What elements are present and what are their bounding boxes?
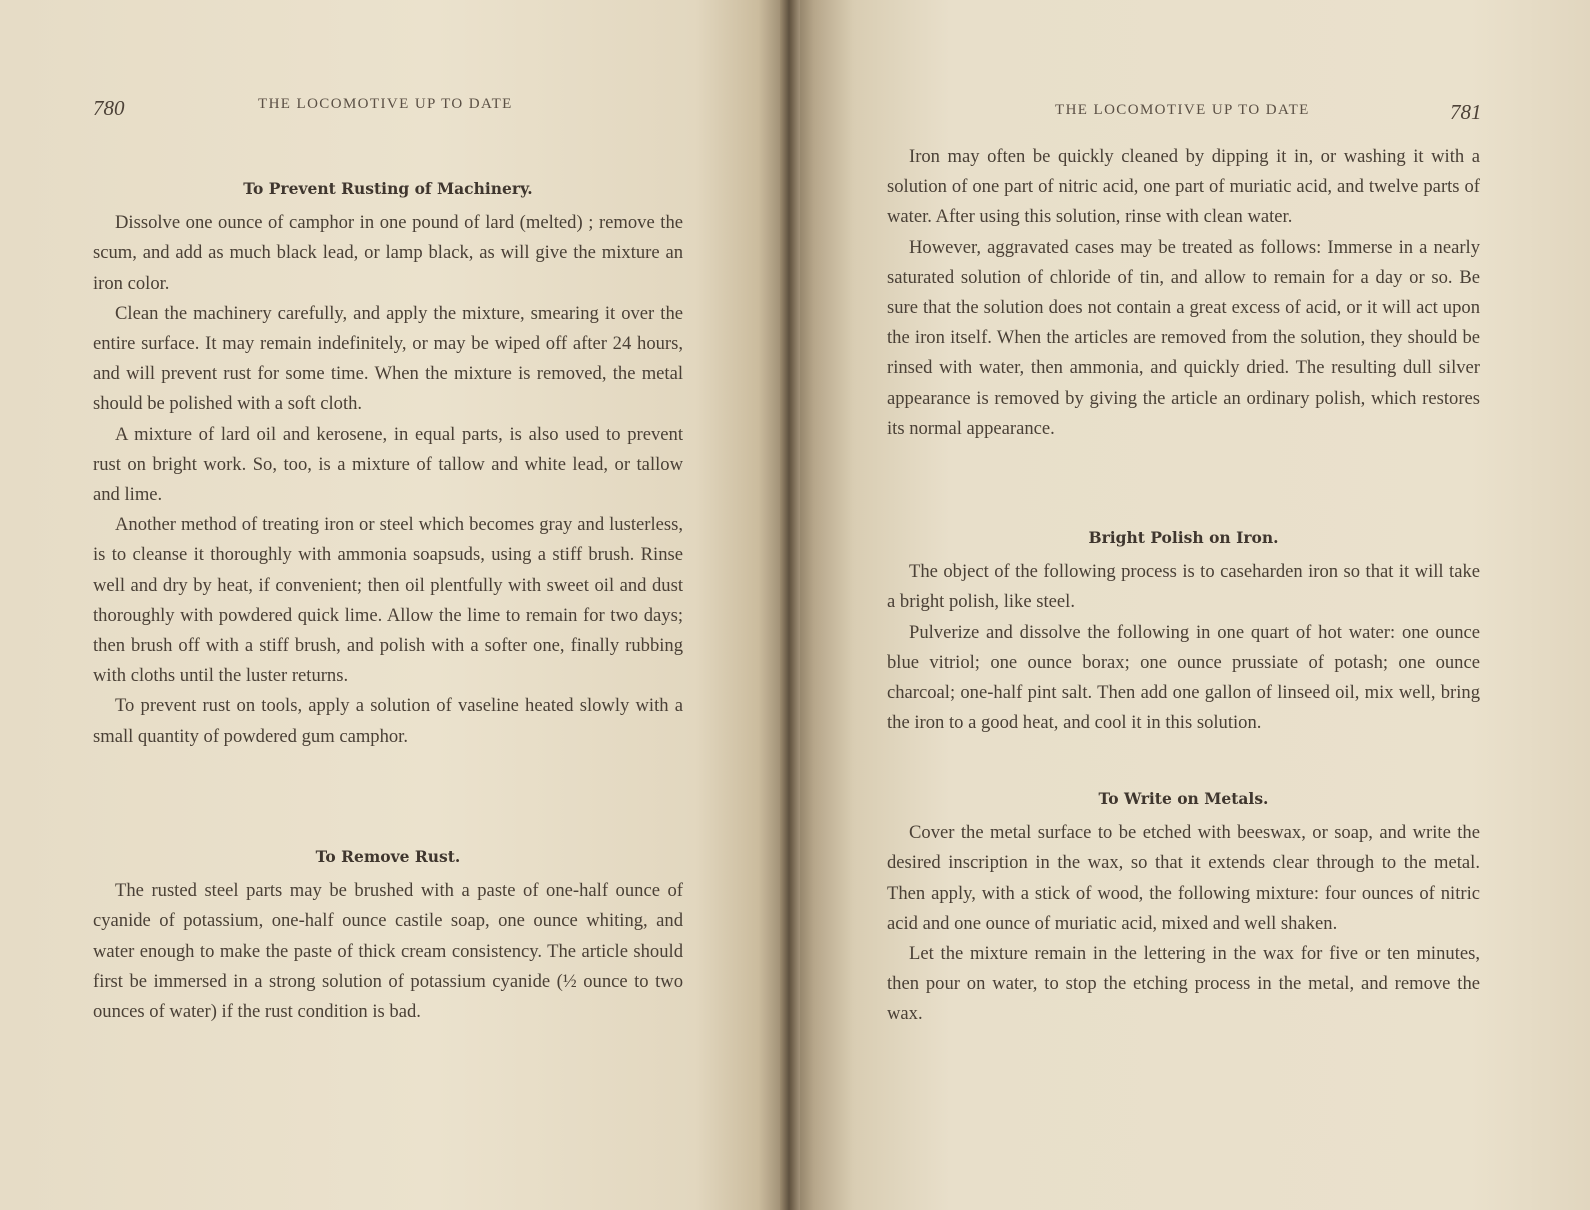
left-page [0, 0, 790, 1210]
right-intro-text [887, 142, 1480, 444]
paragraph: Clean the machinery carefully, and apply the mixture, smearing it over the entire surface. It may remain indefinitely, or may be wiped off after 24 hours, and will prevent rust for some time. When the mixture is removed, the metal should be polished with a soft cloth. [93, 302, 683, 415]
paragraph: Another method of treating iron or steel which becomes gray and lusterless, is to cleanse it thoroughly with ammonia soapsuds, using a stiff brush. Rinse well and dry by heat, if convenient; then oil plentfully with sweet oil and dust thoroughly with powdered quick lime. Allow the lime to remain for two days; then brush off with a stiff brush, and polish with a softer one, finally rubbing with cloths until the luster returns. [93, 514, 683, 687]
paragraph: Pulverize and dissolve the following in one quart of hot water: one ounce blue vitriol; one ounce borax; one ounce prussiate of potash; one ounce charcoal; one-half pint salt. Then add one gallon of linseed oil, mix well, bring the iron to a good heat, and cool it in this solution. [887, 621, 1480, 734]
right-section-write-metals [887, 784, 1480, 1030]
right-running-head: THE LOCOMOTIVE UP TO DATE [1055, 102, 1310, 118]
paragraph: The object of the following process is to caseharden iron so that it will take a bright polish, like steel. [887, 561, 1480, 613]
paragraph: To prevent rust on tools, apply a solution of vaseline heated slowly with a small quantity of powdered gum camphor. [93, 695, 683, 747]
paragraph: Dissolve one ounce of camphor in one pound of lard (melted) ; remove the scum, and add as much black lead, or lamp black, as will give the mixture an iron color. [93, 212, 683, 294]
paragraph: The rusted steel parts may be brushed with a paste of one-half ounce of cyanide of potassium, one-half ounce castile soap, one ounce whiting, and water enough to make the paste of thick cream consistency. The article should first be immersed in a strong solution of potassium cyanide (½ ounce to two ounces of water) if the rust condition is bad. [93, 880, 683, 1023]
left-page-number: 780 [93, 96, 125, 120]
paragraph: A mixture of lard oil and kerosene, in equal parts, is also used to prevent rust on bright work. So, too, is a mixture of tallow and white lead, or tallow and lime. [93, 423, 683, 506]
section-heading: To Write on Metals. [1098, 789, 1269, 808]
right-page-number: 781 [1450, 100, 1482, 124]
left-section-remove-rust [93, 842, 683, 1027]
right-section-bright-polish [887, 523, 1480, 738]
paragraph: Iron may often be quickly cleaned by dipping it in, or washing it with a solution of one part of nitric acid, one part of muriatic acid, and twelve parts of water. After using this solution, rinse with clean water. [887, 146, 1480, 228]
paragraph: Let the mixture remain in the lettering in the wax for five or ten minutes, then pour on water, to stop the etching process in the metal, and remove the wax. [887, 943, 1480, 1025]
section-heading: Bright Polish on Iron. [1088, 528, 1279, 547]
paragraph: However, aggravated cases may be treated as follows: Immerse in a nearly saturated solution of chloride of tin, and allow to remain for a day or so. Be sure that the solution does not contain a great excess of acid, or it will act upon the iron itself. When the articles are removed from the solution, they should be rinsed with water, then ammonia, and quickly dried. The resulting dull silver appearance is removed by giving the article an ordinary polish, which restores its normal appearance. [887, 236, 1480, 439]
section-heading: To Prevent Rusting of Machinery. [243, 179, 533, 198]
book-gutter [780, 0, 800, 1210]
left-section-rust-prevention [93, 174, 683, 752]
section-heading: To Remove Rust. [315, 847, 461, 866]
right-page [790, 0, 1590, 1210]
left-running-head: THE LOCOMOTIVE UP TO DATE [258, 96, 513, 112]
paragraph: Cover the metal surface to be etched with beeswax, or soap, and write the desired inscription in the wax, so that it extends clear through to the metal. Then apply, with a stick of wood, the following mixture: four ounces of nitric acid and one ounce of muriatic acid, mixed and well shaken. [887, 822, 1480, 934]
